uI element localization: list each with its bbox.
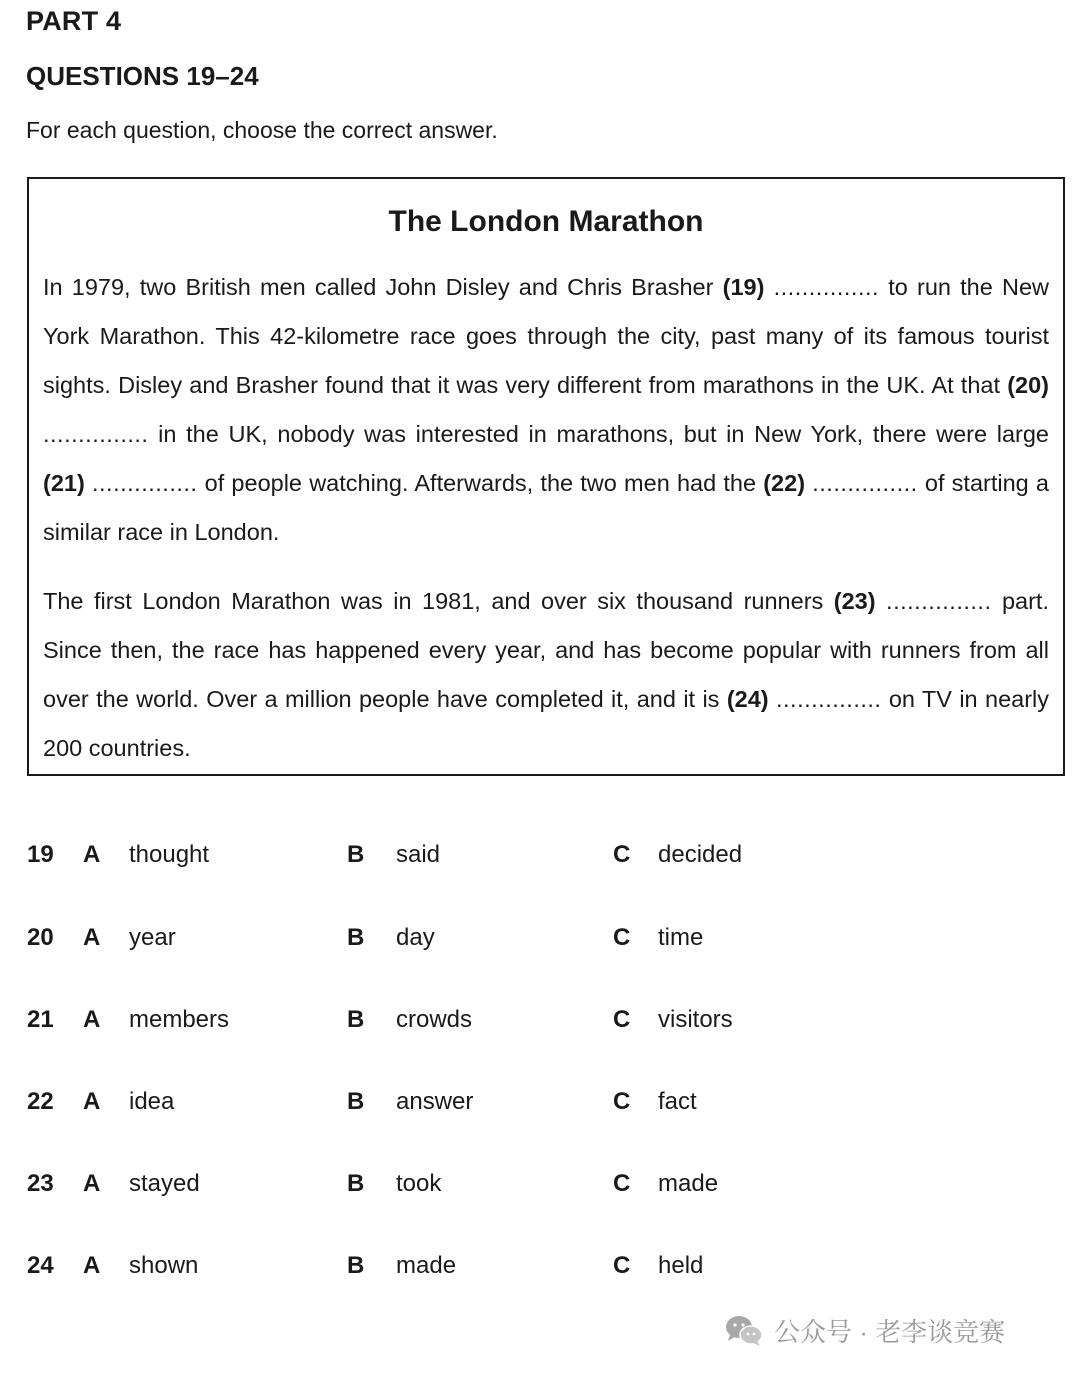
gap-21: (21) bbox=[43, 470, 85, 496]
option-letter-a: A bbox=[83, 1088, 101, 1115]
gap-23: (23) bbox=[833, 588, 876, 614]
passage-paragraph-2 bbox=[43, 577, 1049, 773]
option-letter-a: A bbox=[83, 924, 101, 951]
option-letter-c: C bbox=[613, 1252, 631, 1279]
option-letter-c: C bbox=[613, 1170, 631, 1197]
option-letter-a: A bbox=[83, 1252, 101, 1279]
question-number: 19 bbox=[27, 841, 54, 868]
para1-text-5: of starting a similar race in London. bbox=[43, 470, 1049, 545]
option-b: said bbox=[396, 841, 441, 868]
option-b: crowds bbox=[396, 1006, 473, 1033]
part-title: PART 4 bbox=[26, 6, 122, 36]
question-number: 21 bbox=[27, 1006, 54, 1033]
option-c: visitors bbox=[658, 1006, 733, 1033]
option-c: made bbox=[658, 1170, 719, 1197]
instruction: For each question, choose the correct answer. bbox=[26, 117, 498, 143]
watermark-text: 公众号 · 老李谈竞赛 bbox=[774, 1317, 1006, 1347]
para2-text-1: The first London Marathon was in 1981, and over six thousand runners bbox=[43, 588, 834, 614]
option-letter-a: A bbox=[83, 1006, 101, 1033]
option-a: members bbox=[129, 1006, 230, 1033]
gap-24: (24) bbox=[726, 686, 769, 712]
option-c: held bbox=[658, 1252, 704, 1279]
option-a: stayed bbox=[129, 1170, 200, 1197]
gap-dots: ............... bbox=[776, 686, 882, 712]
option-b: day bbox=[396, 924, 435, 951]
option-row-24 bbox=[0, 1252, 1080, 1292]
option-letter-c: C bbox=[613, 1088, 631, 1115]
para2-text-3: on TV in nearly 200 countries. bbox=[43, 686, 1050, 761]
option-letter-b: B bbox=[347, 1006, 365, 1033]
passage-box bbox=[27, 177, 1065, 776]
passage-paragraph-1 bbox=[43, 263, 1049, 557]
para2-text-2: part. Since then, the race has happened every year, and has become popular with runners from all over the world. Over a million people have completed it, and it is bbox=[43, 588, 1049, 712]
wechat-icon bbox=[724, 1314, 764, 1348]
gap-19: (19) bbox=[722, 274, 765, 300]
question-number: 20 bbox=[27, 924, 54, 951]
option-b: made bbox=[396, 1252, 457, 1279]
option-letter-b: B bbox=[347, 1088, 365, 1115]
option-letter-c: C bbox=[613, 924, 631, 951]
gap-dots: ............... bbox=[773, 274, 880, 300]
option-letter-b: B bbox=[347, 841, 365, 868]
question-number: 23 bbox=[27, 1170, 54, 1197]
option-row-20 bbox=[0, 924, 1080, 964]
option-a: year bbox=[129, 924, 176, 951]
para1-text-1: In 1979, two British men called John Disley and Chris Brasher bbox=[43, 274, 723, 300]
gap-22: (22) bbox=[763, 470, 806, 496]
option-letter-a: A bbox=[83, 1170, 101, 1197]
gap-dots: ............... bbox=[886, 588, 992, 614]
option-b: answer bbox=[396, 1088, 474, 1115]
para1-text-2: to run the New York Marathon. This 42-kilometre race goes through the city, past many of its famous tourist sights. Disley and Brasher found that it was very different from marathons in the UK. At that bbox=[43, 274, 1050, 398]
option-a: idea bbox=[129, 1088, 175, 1115]
para1-text-4: of people watching. Afterwards, the two men had the bbox=[197, 470, 764, 496]
option-a: thought bbox=[129, 841, 210, 868]
watermark bbox=[724, 1312, 1005, 1349]
question-number: 22 bbox=[27, 1088, 54, 1115]
option-b: took bbox=[396, 1170, 442, 1197]
option-c: time bbox=[658, 924, 704, 951]
gap-20: (20) bbox=[1007, 372, 1049, 398]
option-letter-a: A bbox=[83, 841, 101, 868]
option-row-19 bbox=[0, 841, 1080, 881]
questions-title: QUESTIONS 19–24 bbox=[26, 61, 259, 91]
option-letter-b: B bbox=[347, 1170, 365, 1197]
option-row-21 bbox=[0, 1006, 1080, 1046]
option-row-22 bbox=[0, 1088, 1080, 1128]
gap-dots: ............... bbox=[812, 470, 918, 496]
option-letter-b: B bbox=[347, 924, 365, 951]
option-letter-b: B bbox=[347, 1252, 365, 1279]
option-row-23 bbox=[0, 1170, 1080, 1210]
option-letter-c: C bbox=[613, 841, 631, 868]
option-letter-c: C bbox=[613, 1006, 631, 1033]
gap-dots: ............... bbox=[92, 470, 198, 496]
para1-text-3: in the UK, nobody was interested in marathons, but in New York, there were large bbox=[148, 421, 1049, 447]
option-c: decided bbox=[658, 841, 743, 868]
passage-title: The London Marathon bbox=[388, 205, 704, 238]
question-number: 24 bbox=[27, 1252, 54, 1279]
option-c: fact bbox=[658, 1088, 697, 1115]
gap-dots: ............... bbox=[43, 421, 149, 447]
option-a: shown bbox=[129, 1252, 199, 1279]
